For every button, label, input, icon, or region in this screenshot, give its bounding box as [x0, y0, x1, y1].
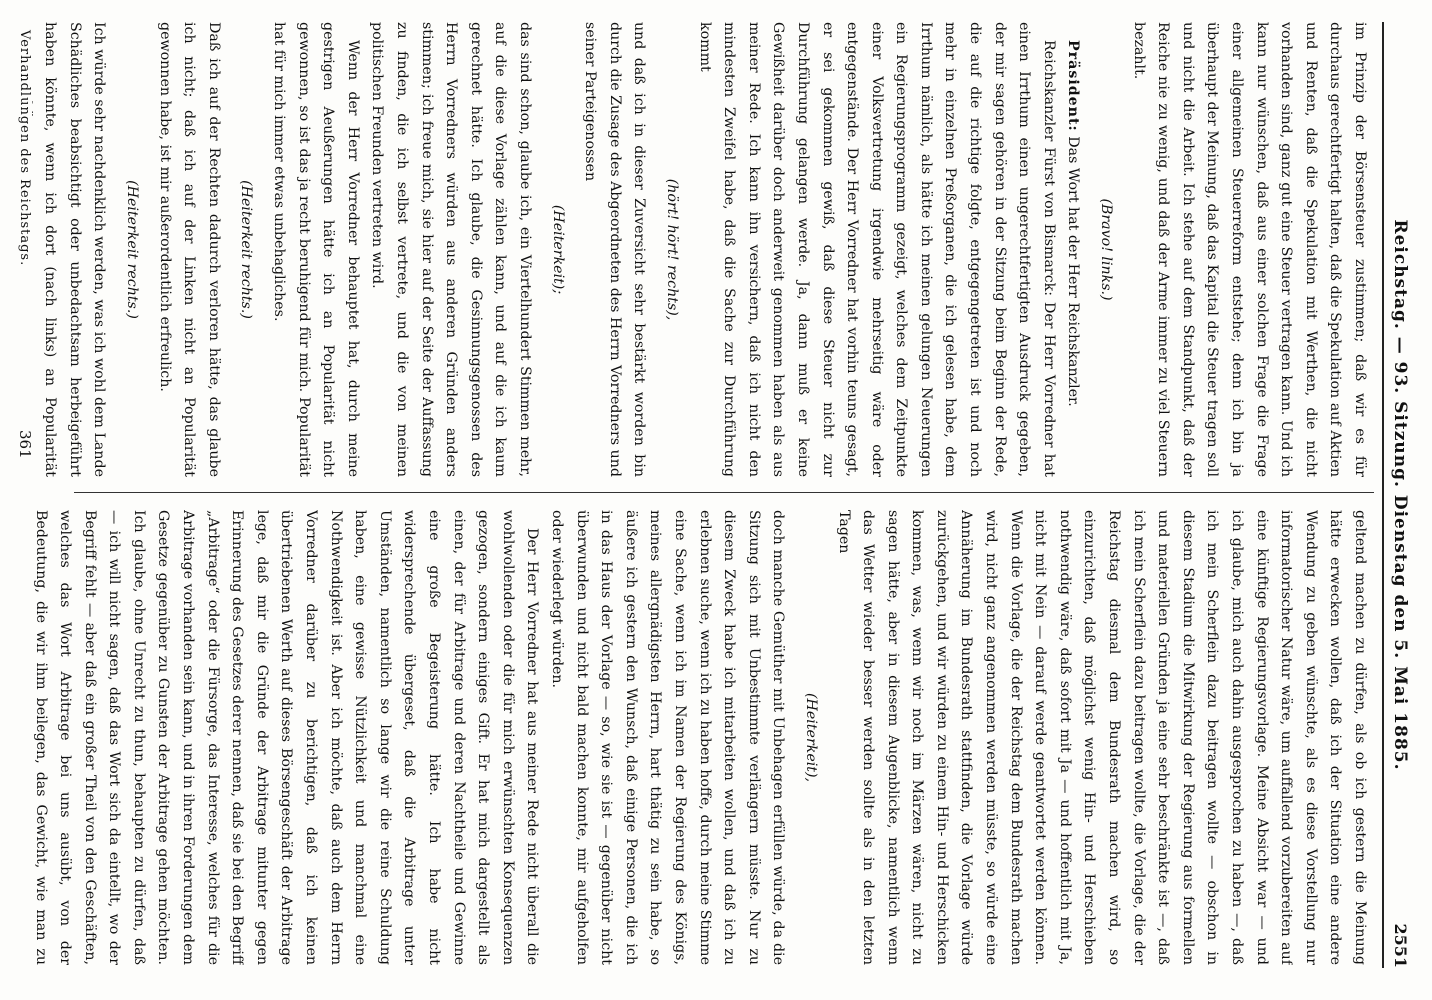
paragraph: Der Herr Vorredner hat aus meiner Rede nicht überall die wohlwollenden oder die für mich erwünschten Konsequenzen gezogen, sondern einiges Gift. Er hat mich dargestellt als einen, der für Arbitrage und deren Nachtheile und Gewinne eine große Begeisterung hätte. Ich habe nicht widersprechende übergeset, daß die Arbitrage unter Umständen, namentlich so lange wir die reine Schuldung haben, eine gewisse Nützlichkeit und manchmal eine Nothwendigkeit ist. Aber ich möchte, daß auch dem Herrn Vorredner darüber zu berichtigen, daß ich keinen übertriebenen Werth auf dieses Börsengeschäft der Arbitrage lege, daß mir die Gründe der Arbitrage mitunter gegen Erinnerung des Gesetzes derer nennen, daß sie bei den Begriff „Arbitrage“ oder die Fürsorge, das Interesse, welches für die Arbitrage vorhanden sein kann, und in ihren Forderungen dem Gesetze gegenüber zu Gunsten der Arbitrage gehen möchten. Ich glaube, ohne Unrecht zu thun, behaupten zu dürfen, daß — ich will nicht sagen, daß das Wort sich da eintellt, wo der Begriff fehlt — aber daß ein großer Theil von den Geschäften, welches das Wort Arbitrage bei uns ausübt, von der Bedeutung, die wir ihm beilegen, das Gewicht, wie man zu — [32, 510, 541, 965]
paragraph: Ich würde sehr nachdenklich werden, was ich wohl dem Lande Schädliches beabsichtigt oder unbedachtsam herbeigeführt haben könnte, wenn ich dort (nach links) an Popularität — [42, 22, 108, 477]
interjection: (Heiterkeit), — [802, 693, 819, 782]
paragraph: Wenn der Herr Vorredner behauptet hat, durch meine gestrigen Aeußerungen hätte ich an Popularität nicht gewonnen, so ist das ja recht beruhigend für mich. Popularität hat für mich immer etwas unbehagliches. — [271, 22, 361, 477]
paragraph: das sind schon, glaube ich, ein Viertelhundert Stimmen mehr, auf die diese Vorlage zählen kann, und auf die ich kaum gerechnet hätte. Ich glaube, die Gesinnungsgenossen des Herrn Vorredners würden aus anderen Gründen anders stimmen; ich freue mich, sie hier auf der Seite der Auffassung zu finden, die ich selbst vertrete, und die von meinen politischen Freunden vertreten wird. — [369, 22, 533, 477]
left-column — [32, 22, 1372, 477]
column-divider — [74, 492, 1374, 493]
paragraph: und daß ich in dieser Zuversicht sehr bestärkt worden bin durch die Zusage des Abgeordneten des Herrn Vorredners und seiner Parteigenossen — [582, 22, 648, 477]
page-header — [1382, 22, 1414, 968]
paragraph: im Prinzip der Börsensteuer zustimmen; daß wir es für durchaus gerechtfertigt halten, daß die Spekulation auf Aktien und Renten, daß die Spekulation mit Werthen, die nicht vorhanden sind, ganz gut eine Steuer vertragen kann. Und ich kann nur wünschen, daß aus einer solchen Frage die Frage einer allgemeinen Steuerreform entstehe; denn ich bin ja überhaupt der Meinung, daß das Kapital die Steuer tragen soll und nicht die Arbeit. Ich stehe auf dem Standpunkt, daß der Reiche nie zu wenig, und daß der Arme immer zu viel Steuern bezahlt. — [1130, 22, 1368, 477]
page-number: 2551 — [1391, 923, 1410, 968]
paragraph: geltend machen zu dürfen, als ob ich gestern die Meinung hätte erwecken wollen, daß ich der Situation eine andere Wendung zu geben wünschte, als es diese Vorstellung nur informatorischer Natur wäre, um auffallend vorzubereiten auf eine künftige Regierungsvorlage. Meine Absicht war — und ich glaube, mich auch dahin ausgesprochen zu haben —, daß ich mein Scherflein dazu beitragen wollte — obschon in diesem Stadium die Mitwirkung der Regierung aus formellen und materiellen Gründen ja eine sehr beschränkte ist —, daß ich mein Scherflein dazu beitragen wollte, die Vorlage, die der Reichstag diesmal dem Bundesrath machen wird, so einzurichten, daß möglichst wenig Hin- und Herschieben nothwendig wäre, daß sofort mit Ja — und hoffentlich mit Ja, nicht mit Nein — darauf werde geantwortet werden können. Wenn die Vorlage, die der Reichstag dem Bundesrath machen wird, nicht ganz angenommen werden müsste, so würde eine Annäherung im Bundesrath stattfinden, die Vorlage würde zurückgehen, und wir würden zu einem Hin- und Herschicken kommen, was, wenn wir noch im Märzen wären, nicht zu sagen hätte, aber in diesem Augenblicke, namentlich wenn das Wetter wieder besser werden sollte als in den letzten Tagen — [835, 510, 1368, 965]
interjection: (hört! hört! rechts), — [663, 178, 680, 321]
paragraph: doch manche Gemüther mit Unbehagen erfüllen würde, da die Sitzung sich mit Unbestimmte verlängern müsste. Nur zu diesem Zweck habe ich mitarbeiten wollen, und daß ich zu erlebnen suche, wenn ich zu haben hoffe, durch meine Stimme eine Sache, wenn ich im Namen der Regierung des Königs, meines allergnädigsten Herrn, hart thätig zu sein habe, so äußere ich gestern den Wunsch, daß einige Personen, die ich in das Haus der Vorlage — so, wie sie ist — gegenüber nicht überwunden und nicht bald machen konnte, mir aufgeholfen oder wiederlegt würden. — [549, 510, 787, 965]
header-title: Reichstag. — 93. Sitzung. Dienstag den 5. Mai 1885. — [1390, 219, 1410, 771]
right-column — [32, 510, 1372, 965]
interjection: (Heiterkeit); — [549, 204, 566, 295]
paragraph: Präsident: Das Wort hat der Herr Reichskanzler. — [1065, 40, 1082, 407]
paragraph: Reichskanzler Fürst von Bismarck: Der Herr Vorredner hat einen Irrthum einen ungerechtfertigten Ausdruck gegeben, der mir sagen gehören in der Sitzung beim Beginn der Rede, die auf die richtige folgte, entgegengetreten ist und noch mehr in einzelnen Preßorganen, die ich gelesen habe, dem Irrthum nämlich, als hätte ich meinen gelungen Neuerungen ein Regierungsprogramm gezeigt, welches dem Zeitpunkte einer Volksvertretung irgendwie mehrseitig wäre oder entgegenstände. Der Herr Vorredner hat vorhin teuns gesagt, er sei gekommen gewiß, daß diese Steuer nicht zur Durchführung gelangen werde. Ja, dann muß er keine Gewißheit darüber doch anderweit genommen haben als aus meiner Rede. Ich kann ihn versichern, daß ich nicht den mindesten Zweifel habe, daß die Sache zur Durchführung kommt — [696, 22, 1057, 477]
interjection: (Heiterkeit rechts.) — [124, 180, 141, 319]
footer-sheet-number: 361 — [16, 430, 34, 459]
paragraph: Daß ich auf der Rechten dadurch verloren hätte, das glaube ich nicht; daß ich auf der Linken nicht an Popularität gewonnen habe, ist mir außerordentlich erfreulich. — [156, 22, 222, 477]
footer-source: Verhandlungen des Reichstags. — [17, 30, 32, 267]
interjection: (Heiterkeit rechts.) — [238, 180, 255, 319]
interjection: (Bravo! links.) — [1098, 198, 1115, 301]
